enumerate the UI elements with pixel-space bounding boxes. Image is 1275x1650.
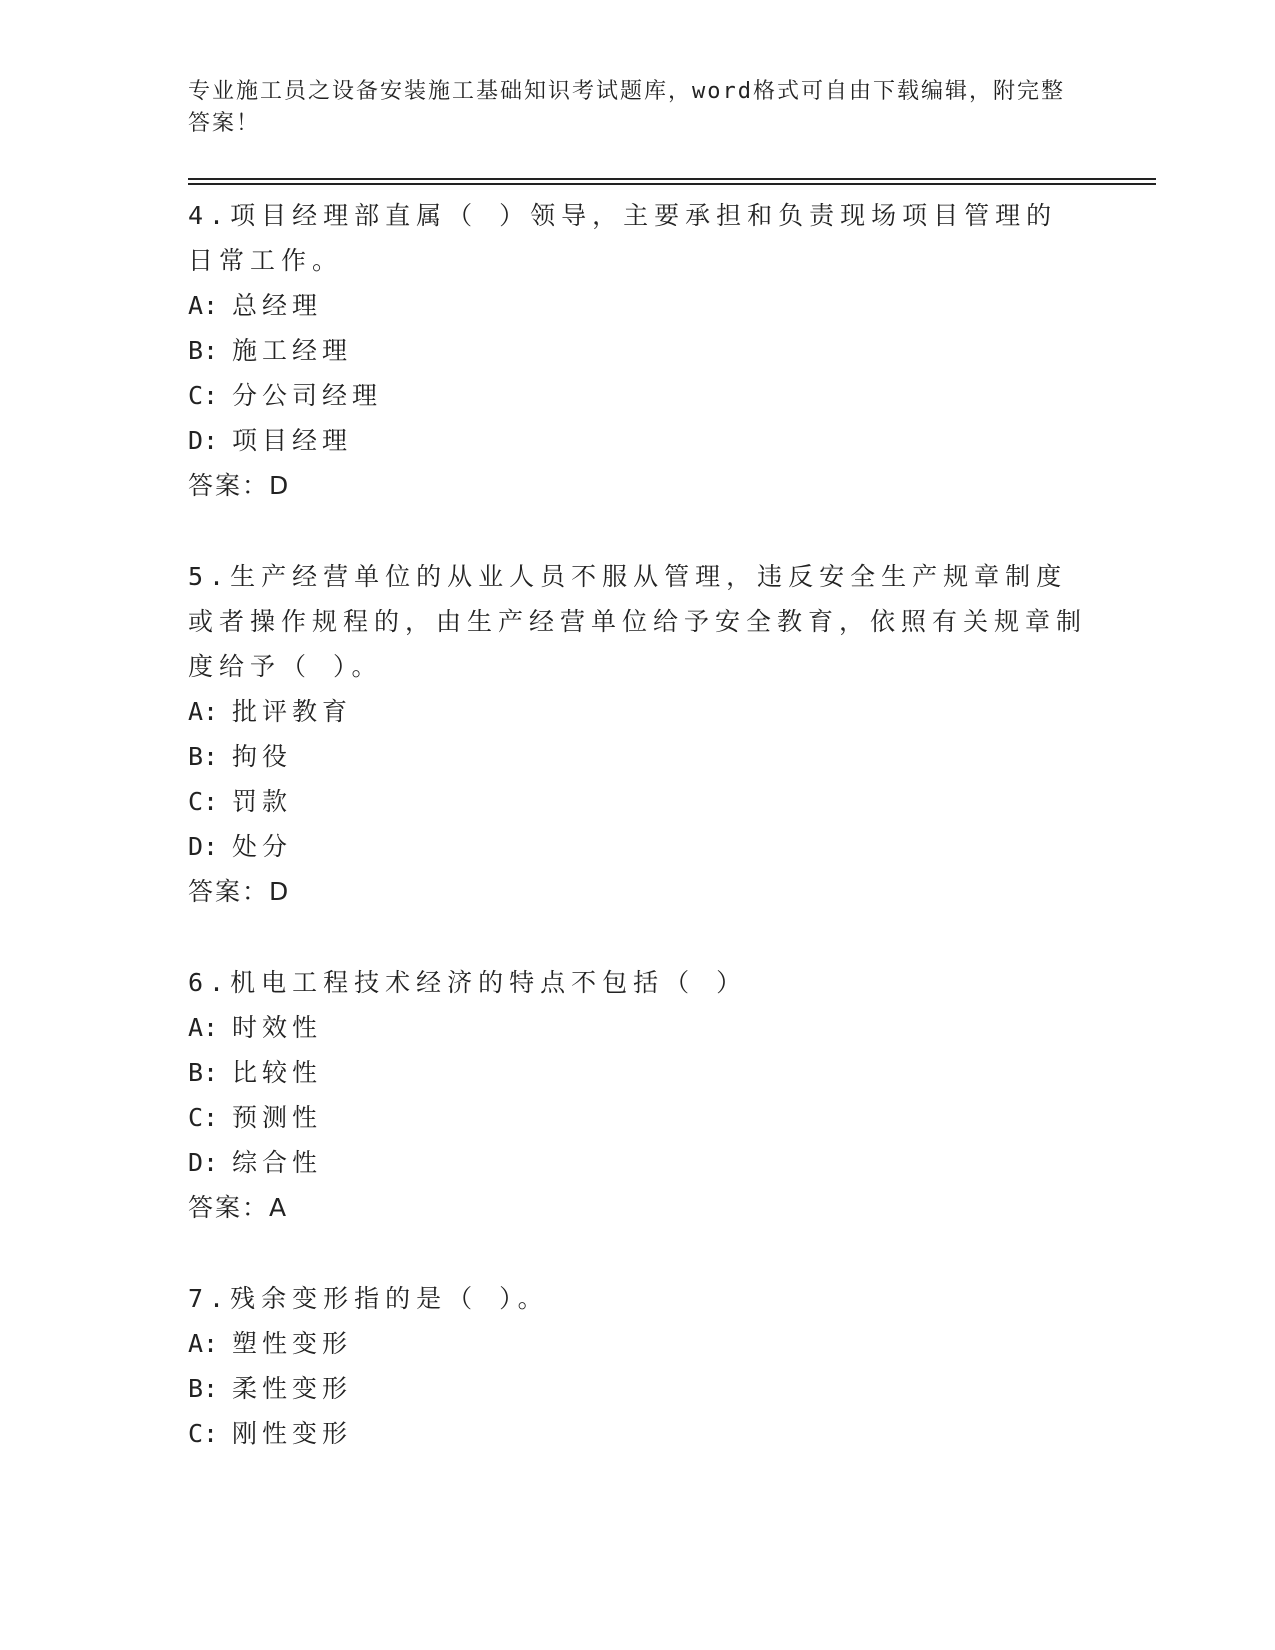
question-7 — [188, 1276, 1088, 1456]
option-text: 刚性变形 — [232, 1419, 353, 1448]
option-text: 柔性变形 — [232, 1374, 353, 1403]
option-a — [188, 283, 1088, 328]
option-text: 批评教育 — [232, 697, 353, 726]
option-letter: D: — [188, 426, 219, 455]
option-letter: D: — [188, 832, 219, 861]
option-letter: C: — [188, 787, 219, 816]
option-text: 总经理 — [232, 291, 323, 320]
question-text: 7.残余变形指的是（ ）。 — [188, 1284, 549, 1313]
option-letter: B: — [188, 1374, 219, 1403]
option-letter: C: — [188, 1103, 219, 1132]
option-letter: A: — [188, 1013, 219, 1042]
option-text: 拘役 — [232, 742, 293, 771]
option-d — [188, 1140, 1088, 1185]
option-d — [188, 418, 1088, 463]
option-a — [188, 689, 1088, 734]
answer-line: 答案：A — [188, 1193, 289, 1222]
option-b — [188, 1366, 1088, 1411]
option-d — [188, 824, 1088, 869]
option-text: 分公司经理 — [232, 381, 383, 410]
header-divider-top — [188, 178, 1156, 180]
question-text: 4.项目经理部直属（ ）领导，主要承担和负责现场项目管理的日常工作。 — [188, 201, 1058, 275]
option-letter: C: — [188, 1419, 219, 1448]
option-letter: B: — [188, 336, 219, 365]
option-text: 项目经理 — [232, 426, 353, 455]
question-text: 5.生产经营单位的从业人员不服从管理，违反安全生产规章制度或者操作规程的，由生产经营单位给予安全教育，依照有关规章制度给予（ ）。 — [188, 562, 1088, 681]
question-6 — [188, 960, 1088, 1230]
option-letter: A: — [188, 291, 219, 320]
option-a — [188, 1321, 1088, 1366]
option-text: 处分 — [232, 832, 293, 861]
option-text: 时效性 — [232, 1013, 323, 1042]
option-letter: B: — [188, 742, 219, 771]
option-b — [188, 328, 1088, 373]
header-divider-bottom — [188, 183, 1156, 185]
option-a — [188, 1005, 1088, 1050]
option-letter: C: — [188, 381, 219, 410]
option-text: 施工经理 — [232, 336, 353, 365]
option-letter: A: — [188, 697, 219, 726]
option-c — [188, 779, 1088, 824]
option-letter: D: — [188, 1148, 219, 1177]
option-text: 比较性 — [232, 1058, 323, 1087]
option-text: 塑性变形 — [232, 1329, 353, 1358]
option-c — [188, 1411, 1088, 1456]
option-b — [188, 734, 1088, 779]
option-c — [188, 373, 1088, 418]
question-list — [188, 193, 1088, 1502]
option-letter: B: — [188, 1058, 219, 1087]
option-letter: A: — [188, 1329, 219, 1358]
option-text: 预测性 — [232, 1103, 323, 1132]
option-text: 罚款 — [232, 787, 293, 816]
question-4 — [188, 193, 1088, 508]
question-5 — [188, 554, 1088, 914]
option-b — [188, 1050, 1088, 1095]
option-c — [188, 1095, 1088, 1140]
answer-line: 答案：D — [188, 877, 291, 906]
option-text: 综合性 — [232, 1148, 323, 1177]
document-header: 专业施工员之设备安装施工基础知识考试题库，word格式可自由下载编辑，附完整答案！ — [188, 79, 1065, 136]
question-text: 6.机电工程技术经济的特点不包括（ ） — [188, 968, 748, 997]
answer-line: 答案：D — [188, 471, 291, 500]
